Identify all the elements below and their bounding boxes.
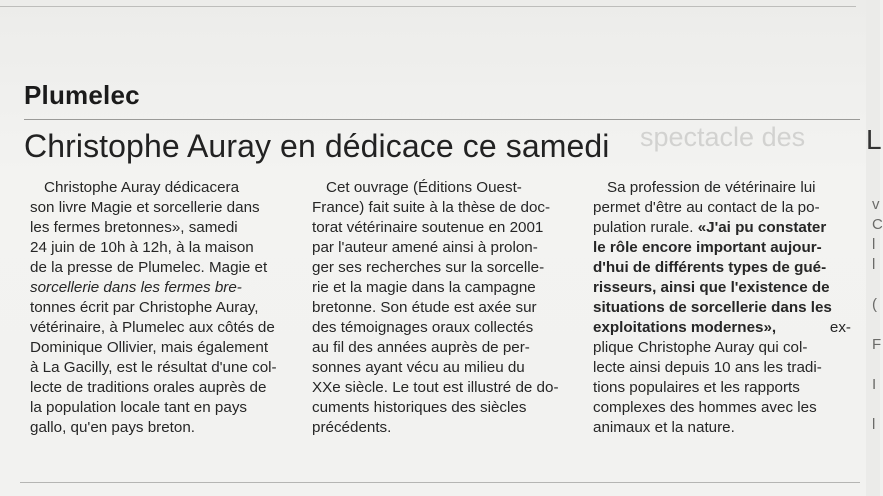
text-line: animaux et la nature. — [593, 419, 735, 436]
edge-char: F — [872, 336, 882, 353]
edge-char: C — [872, 216, 883, 233]
text-line: France) fait suite à la thèse de doc- — [312, 199, 551, 216]
text-line: à La Gacilly, est le résultat d'une col- — [30, 359, 277, 376]
text-line: la population locale tant en pays — [30, 399, 248, 416]
quote-line: le rôle encore important aujour- — [593, 239, 822, 256]
adjacent-article-edge — [866, 0, 883, 496]
text-line: les fermes bretonnes», samedi — [30, 219, 238, 236]
section-divider — [24, 119, 860, 120]
text-line: ger ses recherches sur la sorcelle- — [312, 259, 545, 276]
text-line: lecte de traditions orales auprès de — [30, 379, 267, 396]
article-headline: Christophe Auray en dédicace ce samedi — [24, 128, 610, 164]
text-line: sorcellerie dans les fermes bre- — [30, 279, 242, 296]
text-line: son livre Magie et sorcellerie dans — [30, 199, 260, 216]
text-line: par l'auteur amené ainsi à prolon- — [312, 239, 538, 256]
text-line: rie et la magie dans la campagne — [312, 279, 536, 296]
text-line: permet d'être au contact de la po- — [593, 199, 820, 216]
quote-line: risseurs, ainsi que l'existence de — [593, 279, 830, 296]
edge-char: l — [872, 416, 876, 433]
edge-char: v — [872, 196, 880, 213]
edge-char: l — [872, 236, 876, 253]
article-column-3 — [593, 178, 851, 438]
text-line: bretonne. Son étude est axée sur — [312, 299, 537, 316]
bleed-through-text: spectacle des — [640, 122, 806, 152]
text-line: pulation rurale. «J'ai pu constater — [593, 219, 827, 236]
text-line: lecte ainsi depuis 10 ans les tradi- — [593, 359, 822, 376]
text-line: de la presse de Plumelec. Magie et — [30, 259, 268, 276]
text-line: tions populaires et les rapports — [593, 379, 800, 396]
text-line: exploitations modernes», ex- — [593, 319, 851, 336]
article-column-1 — [30, 178, 288, 438]
text-line: au fil des années auprès de per- — [312, 339, 530, 356]
section-title: Plumelec — [24, 80, 140, 110]
text-line: Cet ouvrage (Éditions Ouest- — [326, 179, 522, 196]
text-line: cuments historiques des siècles — [312, 399, 527, 416]
text-line: sonnes ayant vécu au milieu du — [312, 359, 525, 376]
edge-char: ( — [872, 296, 877, 313]
text-line: vétérinaire, à Plumelec aux côtés de — [30, 319, 275, 336]
text-line: Christophe Auray dédicacera — [44, 179, 240, 196]
text-line: Dominique Ollivier, mais également — [30, 339, 269, 356]
quote-text: «J'ai pu constater — [697, 219, 827, 236]
text-line: précédents. — [312, 419, 392, 436]
text-line: plique Christophe Auray qui col- — [593, 339, 808, 356]
text-line: torat vétérinaire soutenue en 2001 — [312, 219, 544, 236]
quote-line: d'hui de différents types de gué- — [593, 259, 827, 276]
text-line: gallo, qu'en pays breton. — [30, 419, 196, 436]
quote-line: situations de sorcellerie dans les — [593, 299, 832, 316]
text-line: complexes des hommes avec les — [593, 399, 817, 416]
text-line: Sa profession de vétérinaire lui — [607, 179, 816, 196]
adjacent-headline-edge: L — [866, 124, 882, 155]
text-line: 24 juin de 10h à 12h, à la maison — [30, 239, 254, 256]
text-line: XXe siècle. Le tout est illustré de do- — [312, 379, 559, 396]
article-column-2 — [312, 178, 568, 438]
bottom-divider — [20, 482, 860, 483]
edge-char: l — [872, 256, 876, 273]
top-divider — [0, 6, 856, 7]
edge-char: I — [872, 376, 877, 393]
text-line: des témoignages oraux collectés — [312, 319, 534, 336]
text-line: tonnes écrit par Christophe Auray, — [30, 299, 259, 316]
